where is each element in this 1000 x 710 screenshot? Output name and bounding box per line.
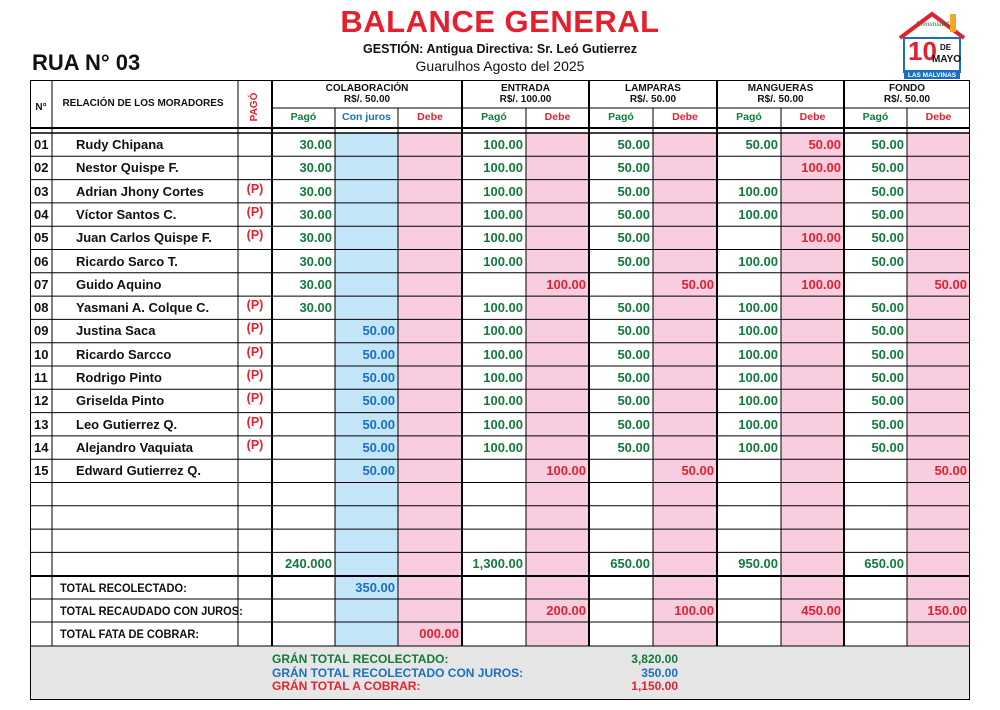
row-pago-mark: (P) [246, 204, 264, 219]
grand-total-value: 1,150.00 [631, 679, 678, 693]
grand-total-value: 3,820.00 [631, 652, 678, 666]
total-falta-value: 000.00 [419, 626, 459, 641]
row-value-e_pago: 100.00 [483, 393, 523, 409]
row-value-m_pago: 100.00 [738, 393, 778, 409]
total-recaudado-label: TOTAL RECAUDADO CON JUROS: [60, 604, 243, 618]
group-title-lamparas: LAMPARAS [625, 83, 681, 94]
row-value-c_pago: 30.00 [299, 160, 332, 176]
row-index: 13 [34, 416, 49, 432]
col-header-relacion: RELACIÓN DE LOS MORADORES [62, 98, 224, 109]
grand-total-label: GRÁN TOTAL RECOLECTADO: [272, 652, 449, 666]
row-index: 10 [34, 346, 49, 362]
row-value-l_debe: 50.00 [681, 463, 714, 479]
row-value-e_pago: 100.00 [483, 439, 523, 455]
row-value-e_pago: 100.00 [483, 253, 523, 269]
row-name: Leo Gutierrez Q. [76, 416, 178, 432]
row-index: 01 [34, 137, 49, 152]
logo-mayo: MAYO [932, 54, 962, 65]
row-value-c_juros: 50.00 [362, 439, 395, 455]
group-price-colaboracion: R$/. 50.00 [343, 94, 391, 105]
row-value-f_pago: 50.00 [871, 370, 904, 385]
row-value-l_pago: 50.00 [617, 137, 650, 152]
row-index: 02 [34, 160, 49, 176]
group-title-fondo: FONDO [888, 83, 926, 94]
row-value-f_pago: 50.00 [871, 300, 904, 316]
row-value-l_pago: 50.00 [617, 183, 650, 199]
row-name: Justina Saca [76, 323, 156, 339]
row-name: Juan Carlos Quispe F. [76, 230, 212, 246]
row-index: 09 [34, 323, 49, 339]
row-value-l_pago: 50.00 [617, 230, 650, 246]
row-value-m_debe: 100.00 [801, 230, 841, 246]
row-name: Rudy Chipana [76, 137, 164, 152]
total-recaudado-l_debe: 100.00 [674, 603, 714, 618]
subtotal-e_pago: 1,300.00 [472, 556, 523, 572]
row-value-l_pago: 50.00 [617, 370, 650, 385]
row-value-c_juros: 50.00 [362, 346, 395, 362]
row-value-e_pago: 100.00 [483, 206, 523, 222]
row-value-f_pago: 50.00 [871, 346, 904, 362]
row-value-f_pago: 50.00 [871, 183, 904, 199]
row-value-f_pago: 50.00 [871, 439, 904, 455]
row-value-f_debe: 50.00 [934, 276, 967, 292]
row-value-e_pago: 100.00 [483, 160, 523, 176]
row-pago-mark: (P) [246, 391, 264, 406]
row-value-f_pago: 50.00 [871, 393, 904, 409]
row-value-l_pago: 50.00 [617, 393, 650, 409]
group-title-entrada: ENTRADA [501, 83, 550, 94]
row-value-f_pago: 50.00 [871, 206, 904, 222]
row-value-m_pago: 100.00 [738, 346, 778, 362]
col-header-index: N° [35, 102, 47, 113]
row-name: Yasmani A. Colque C. [76, 300, 210, 316]
row-value-m_debe: 100.00 [801, 160, 841, 176]
row-index: 07 [34, 276, 49, 292]
row-value-f_pago: 50.00 [871, 323, 904, 339]
row-value-c_juros: 50.00 [362, 370, 395, 385]
row-name: Guido Aquino [76, 276, 162, 292]
row-value-l_debe: 50.00 [681, 276, 714, 292]
gestion-line: GESTIÓN: Antigua Directiva: Sr. Leó Gutierrez [363, 42, 637, 56]
row-pago-mark: (P) [246, 228, 264, 243]
total-recaudado-f_debe: 150.00 [927, 603, 967, 618]
total-recaudado-e_debe: 200.00 [546, 603, 586, 618]
subheader-5: Pagó [608, 111, 634, 123]
subtotal-c_pago: 240.000 [285, 556, 332, 572]
row-name: Alejandro Vaquiata [76, 439, 194, 455]
row-name: Ricardo Sarco T. [76, 253, 178, 269]
row-value-c_pago: 30.00 [299, 230, 332, 246]
subheader-7: Pagó [736, 111, 762, 123]
row-value-l_pago: 50.00 [617, 253, 650, 269]
row-value-m_pago: 100.00 [738, 439, 778, 455]
row-pago-mark: (P) [246, 344, 264, 359]
subheader-4: Debe [544, 111, 571, 123]
row-name: Rodrigo Pinto [76, 370, 162, 385]
row-value-e_pago: 100.00 [483, 137, 523, 152]
row-value-e_pago: 100.00 [483, 416, 523, 432]
row-value-c_juros: 50.00 [362, 463, 395, 479]
row-value-m_debe: 50.00 [808, 137, 841, 152]
row-pago-mark: (P) [246, 368, 264, 382]
row-index: 11 [34, 370, 48, 385]
grand-total-value: 350.00 [641, 665, 678, 680]
subheader-10: Debe [925, 111, 952, 123]
row-value-f_pago: 50.00 [871, 253, 904, 269]
row-value-e_debe: 100.00 [546, 463, 586, 479]
row-value-e_pago: 100.00 [483, 323, 523, 339]
row-value-c_pago: 30.00 [299, 300, 332, 316]
row-index: 03 [34, 183, 49, 199]
row-pago-mark: (P) [246, 298, 264, 313]
row-value-m_pago: 100.00 [738, 323, 778, 339]
logo-bottom-text: LAS MALVINAS [907, 72, 957, 79]
row-name: Víctor Santos C. [76, 206, 177, 222]
group-title-colaboracion: COLABORACIÓN [325, 83, 409, 94]
row-name: Griselda Pinto [76, 393, 165, 409]
row-value-l_pago: 50.00 [617, 323, 650, 339]
grand-total-label: GRÁN TOTAL A COBRAR: [272, 679, 421, 693]
subheader-2: Debe [417, 111, 443, 123]
community-logo [896, 8, 968, 80]
subheader-9: Pagó [862, 111, 889, 123]
row-value-e_debe: 100.00 [546, 276, 586, 292]
row-value-c_pago: 30.00 [299, 253, 332, 269]
row-index: 04 [34, 206, 49, 222]
row-name: Edward Gutierrez Q. [76, 463, 201, 479]
logo-top-text: Comunidad [916, 20, 949, 28]
total-falta-label: TOTAL FATA DE COBRAR: [60, 627, 200, 641]
row-index: 08 [34, 300, 49, 316]
row-value-l_pago: 50.00 [617, 300, 650, 316]
row-name: Adrian Jhony Cortes [76, 183, 204, 199]
row-value-f_pago: 50.00 [871, 137, 904, 152]
group-price-lamparas: R$/. 50.00 [629, 94, 677, 105]
row-value-f_pago: 50.00 [871, 416, 904, 432]
group-title-mangueras: MANGUERAS [747, 83, 814, 94]
row-value-l_pago: 50.00 [617, 160, 650, 176]
row-value-c_pago: 30.00 [299, 206, 332, 222]
row-value-e_pago: 100.00 [483, 300, 523, 316]
subtotal-l_pago: 650.00 [610, 556, 650, 572]
row-value-c_juros: 50.00 [362, 393, 395, 409]
row-value-e_pago: 100.00 [483, 346, 523, 362]
logo-de: DE [940, 43, 952, 52]
row-pago-mark: (P) [246, 437, 264, 452]
group-price-fondo: R$/. 50.00 [883, 94, 931, 105]
row-value-l_pago: 50.00 [617, 439, 650, 455]
subheader-3: Pagó [481, 111, 507, 123]
row-value-c_pago: 30.00 [299, 276, 332, 292]
row-value-f_pago: 50.00 [871, 230, 904, 246]
row-pago-mark: (P) [246, 414, 264, 429]
subheader-0: Pagó [290, 111, 317, 123]
col-header-pago: PAGÓ [249, 92, 260, 122]
subheader-6: Debe [672, 111, 698, 123]
row-value-m_pago: 100.00 [738, 370, 778, 385]
grand-total-label: GRÁN TOTAL RECOLECTADO CON JUROS: [272, 665, 524, 680]
row-value-m_debe: 100.00 [801, 276, 841, 292]
subtotal-f_pago: 650.00 [864, 556, 904, 572]
row-index: 05 [34, 230, 49, 246]
period-line: Guarulhos Agosto del 2025 [415, 58, 585, 74]
subtotal-m_pago: 950.00 [738, 556, 778, 572]
row-value-e_pago: 100.00 [483, 370, 523, 385]
row-value-e_pago: 100.00 [483, 230, 523, 246]
group-price-entrada: R$/. 100.00 [499, 94, 552, 105]
row-index: 06 [34, 253, 49, 269]
row-name: Nestor Quispe F. [76, 160, 179, 176]
rua-label: RUA N° 03 [32, 50, 141, 75]
row-name: Ricardo Sarcco [76, 346, 172, 362]
logo-number: 10 [908, 36, 937, 66]
total-recolectado-label: TOTAL RECOLECTADO: [60, 581, 187, 595]
page-title: BALANCE GENERAL [340, 4, 660, 39]
row-value-c_juros: 50.00 [362, 323, 395, 339]
row-value-l_pago: 50.00 [617, 346, 650, 362]
row-value-m_pago: 50.00 [745, 137, 778, 152]
row-value-m_pago: 100.00 [738, 206, 778, 222]
group-price-mangueras: R$/. 50.00 [757, 94, 804, 105]
subheader-8: Debe [799, 111, 826, 123]
row-value-f_debe: 50.00 [934, 463, 967, 479]
subheader-1: Con juros [342, 111, 391, 123]
total-recolectado-value: 350.00 [355, 580, 395, 595]
row-value-l_pago: 50.00 [617, 416, 650, 432]
row-index: 14 [34, 439, 49, 455]
total-recaudado-m_debe: 450.00 [801, 603, 841, 618]
row-index: 12 [34, 393, 49, 409]
row-value-m_pago: 100.00 [738, 183, 778, 199]
row-value-f_pago: 50.00 [871, 160, 904, 176]
row-value-m_pago: 100.00 [738, 416, 778, 432]
row-value-c_pago: 30.00 [299, 183, 332, 199]
row-value-c_pago: 30.00 [299, 137, 332, 152]
row-index: 15 [34, 463, 49, 479]
row-pago-mark: (P) [246, 181, 264, 196]
row-value-e_pago: 100.00 [483, 183, 523, 199]
row-value-m_pago: 100.00 [738, 300, 778, 316]
row-pago-mark: (P) [246, 321, 264, 336]
row-value-l_pago: 50.00 [617, 206, 650, 222]
row-value-c_juros: 50.00 [362, 416, 395, 432]
row-value-m_pago: 100.00 [738, 253, 778, 269]
